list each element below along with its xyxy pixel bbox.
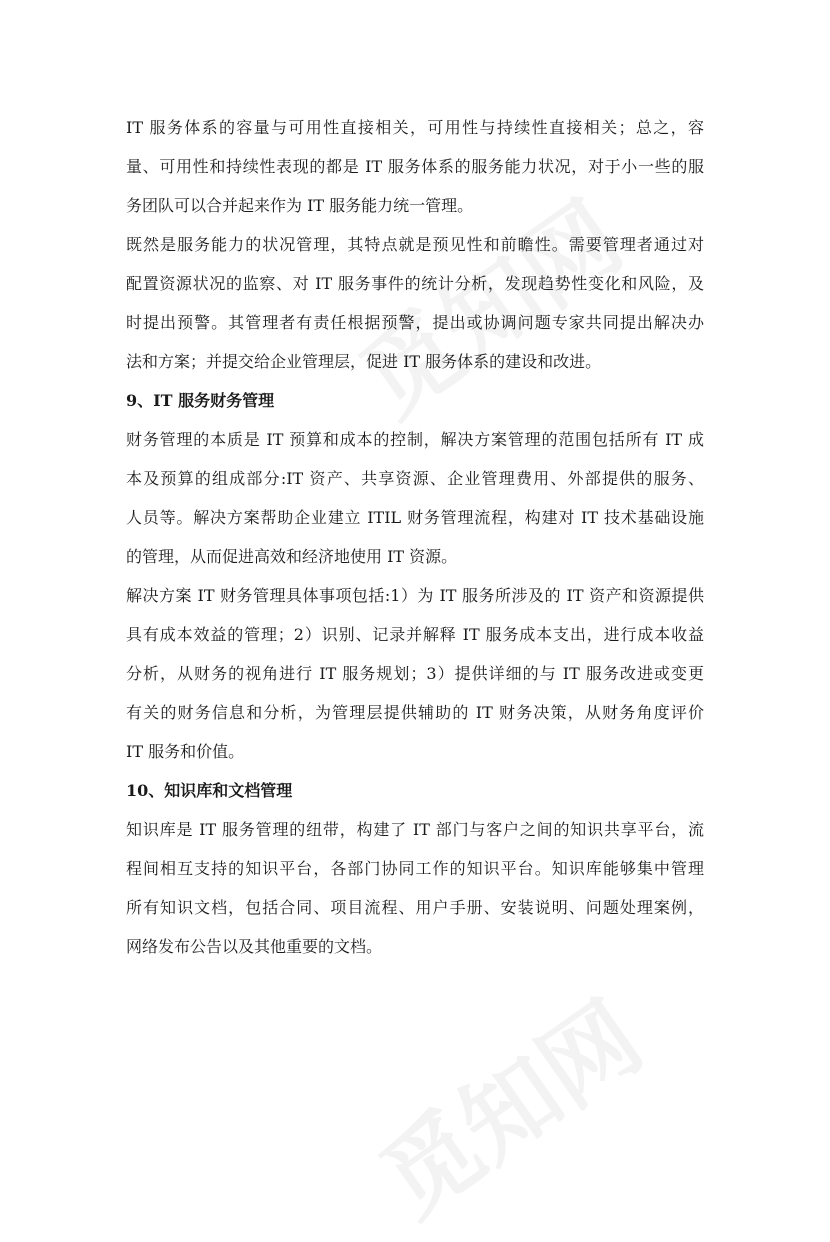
section-heading: 9、IT 服务财务管理 xyxy=(126,391,275,410)
paragraph xyxy=(126,420,704,576)
paragraph-line: 网络发布公告以及其他重要的文档。 xyxy=(126,937,383,956)
paragraph xyxy=(126,576,704,771)
paragraph-line: 知识库是 IT 服务管理的纽带，构建了 IT 部门与客户之间的知识共享平台，流 xyxy=(126,820,704,839)
paragraph-line: 财务管理的本质是 IT 预算和成本的控制，解决方案管理的范围包括所有 IT 成 xyxy=(126,430,704,449)
watermark-text xyxy=(361,981,661,1238)
paragraph-line: 程间相互支持的知识平台，各部门协同工作的知识平台。知识库能够集中管理 xyxy=(126,859,704,878)
paragraph-line: 量、可用性和持续性表现的都是 IT 服务体系的服务能力状况，对于小一些的服 xyxy=(126,157,704,176)
paragraph-line: 法和方案；并提交给企业管理层，促进 IT 服务体系的建设和改进。 xyxy=(126,352,602,371)
paragraph-line: 所有知识文档，包括合同、项目流程、用户手册、安装说明、问题处理案例， xyxy=(126,898,704,917)
section-heading: 10、知识库和文档管理 xyxy=(126,781,293,800)
paragraph-line: 有关的财务信息和分析，为管理层提供辅助的 IT 财务决策，从财务角度评价 xyxy=(126,703,704,722)
paragraph-line: 分析，从财务的视角进行 IT 服务规划；3）提供详细的与 IT 服务改进或变更 xyxy=(126,664,704,683)
paragraph-line: 务团队可以合并起来作为 IT 服务能力统一管理。 xyxy=(126,196,474,215)
paragraph-line: 的管理，从而促进高效和经济地使用 IT 资源。 xyxy=(126,547,458,566)
document-body xyxy=(126,108,704,966)
paragraph-line: 时提出预警。其管理者有责任根据预警，提出或协调问题专家共同提出解决办 xyxy=(126,313,704,332)
paragraph xyxy=(126,810,704,966)
paragraph-line: 具有成本效益的管理；2）识别、记录并解释 IT 服务成本支出，进行成本收益 xyxy=(126,625,704,644)
paragraph-line: IT 服务体系的容量与可用性直接相关，可用性与持续性直接相关；总之，容 xyxy=(126,118,704,137)
paragraph-line: 本及预算的组成部分:IT 资产、共享资源、企业管理费用、外部提供的服务、 xyxy=(126,469,704,488)
paragraph-line: 配置资源状况的监察、对 IT 服务事件的统计分析，发现趋势性变化和风险，及 xyxy=(126,274,704,293)
paragraph-line: 人员等。解决方案帮助企业建立 ITIL 财务管理流程，构建对 IT 技术基础设施 xyxy=(126,508,704,527)
paragraph xyxy=(126,225,704,381)
paragraph-line: 解决方案 IT 财务管理具体事项包括:1）为 IT 服务所涉及的 IT 资产和资源提供 xyxy=(126,586,704,605)
paragraph-line: 既然是服务能力的状况管理，其特点就是预见性和前瞻性。需要管理者通过对 xyxy=(126,235,704,254)
watermark xyxy=(350,965,664,1242)
paragraph-line: IT 服务和价值。 xyxy=(126,742,245,761)
paragraph xyxy=(126,108,704,225)
